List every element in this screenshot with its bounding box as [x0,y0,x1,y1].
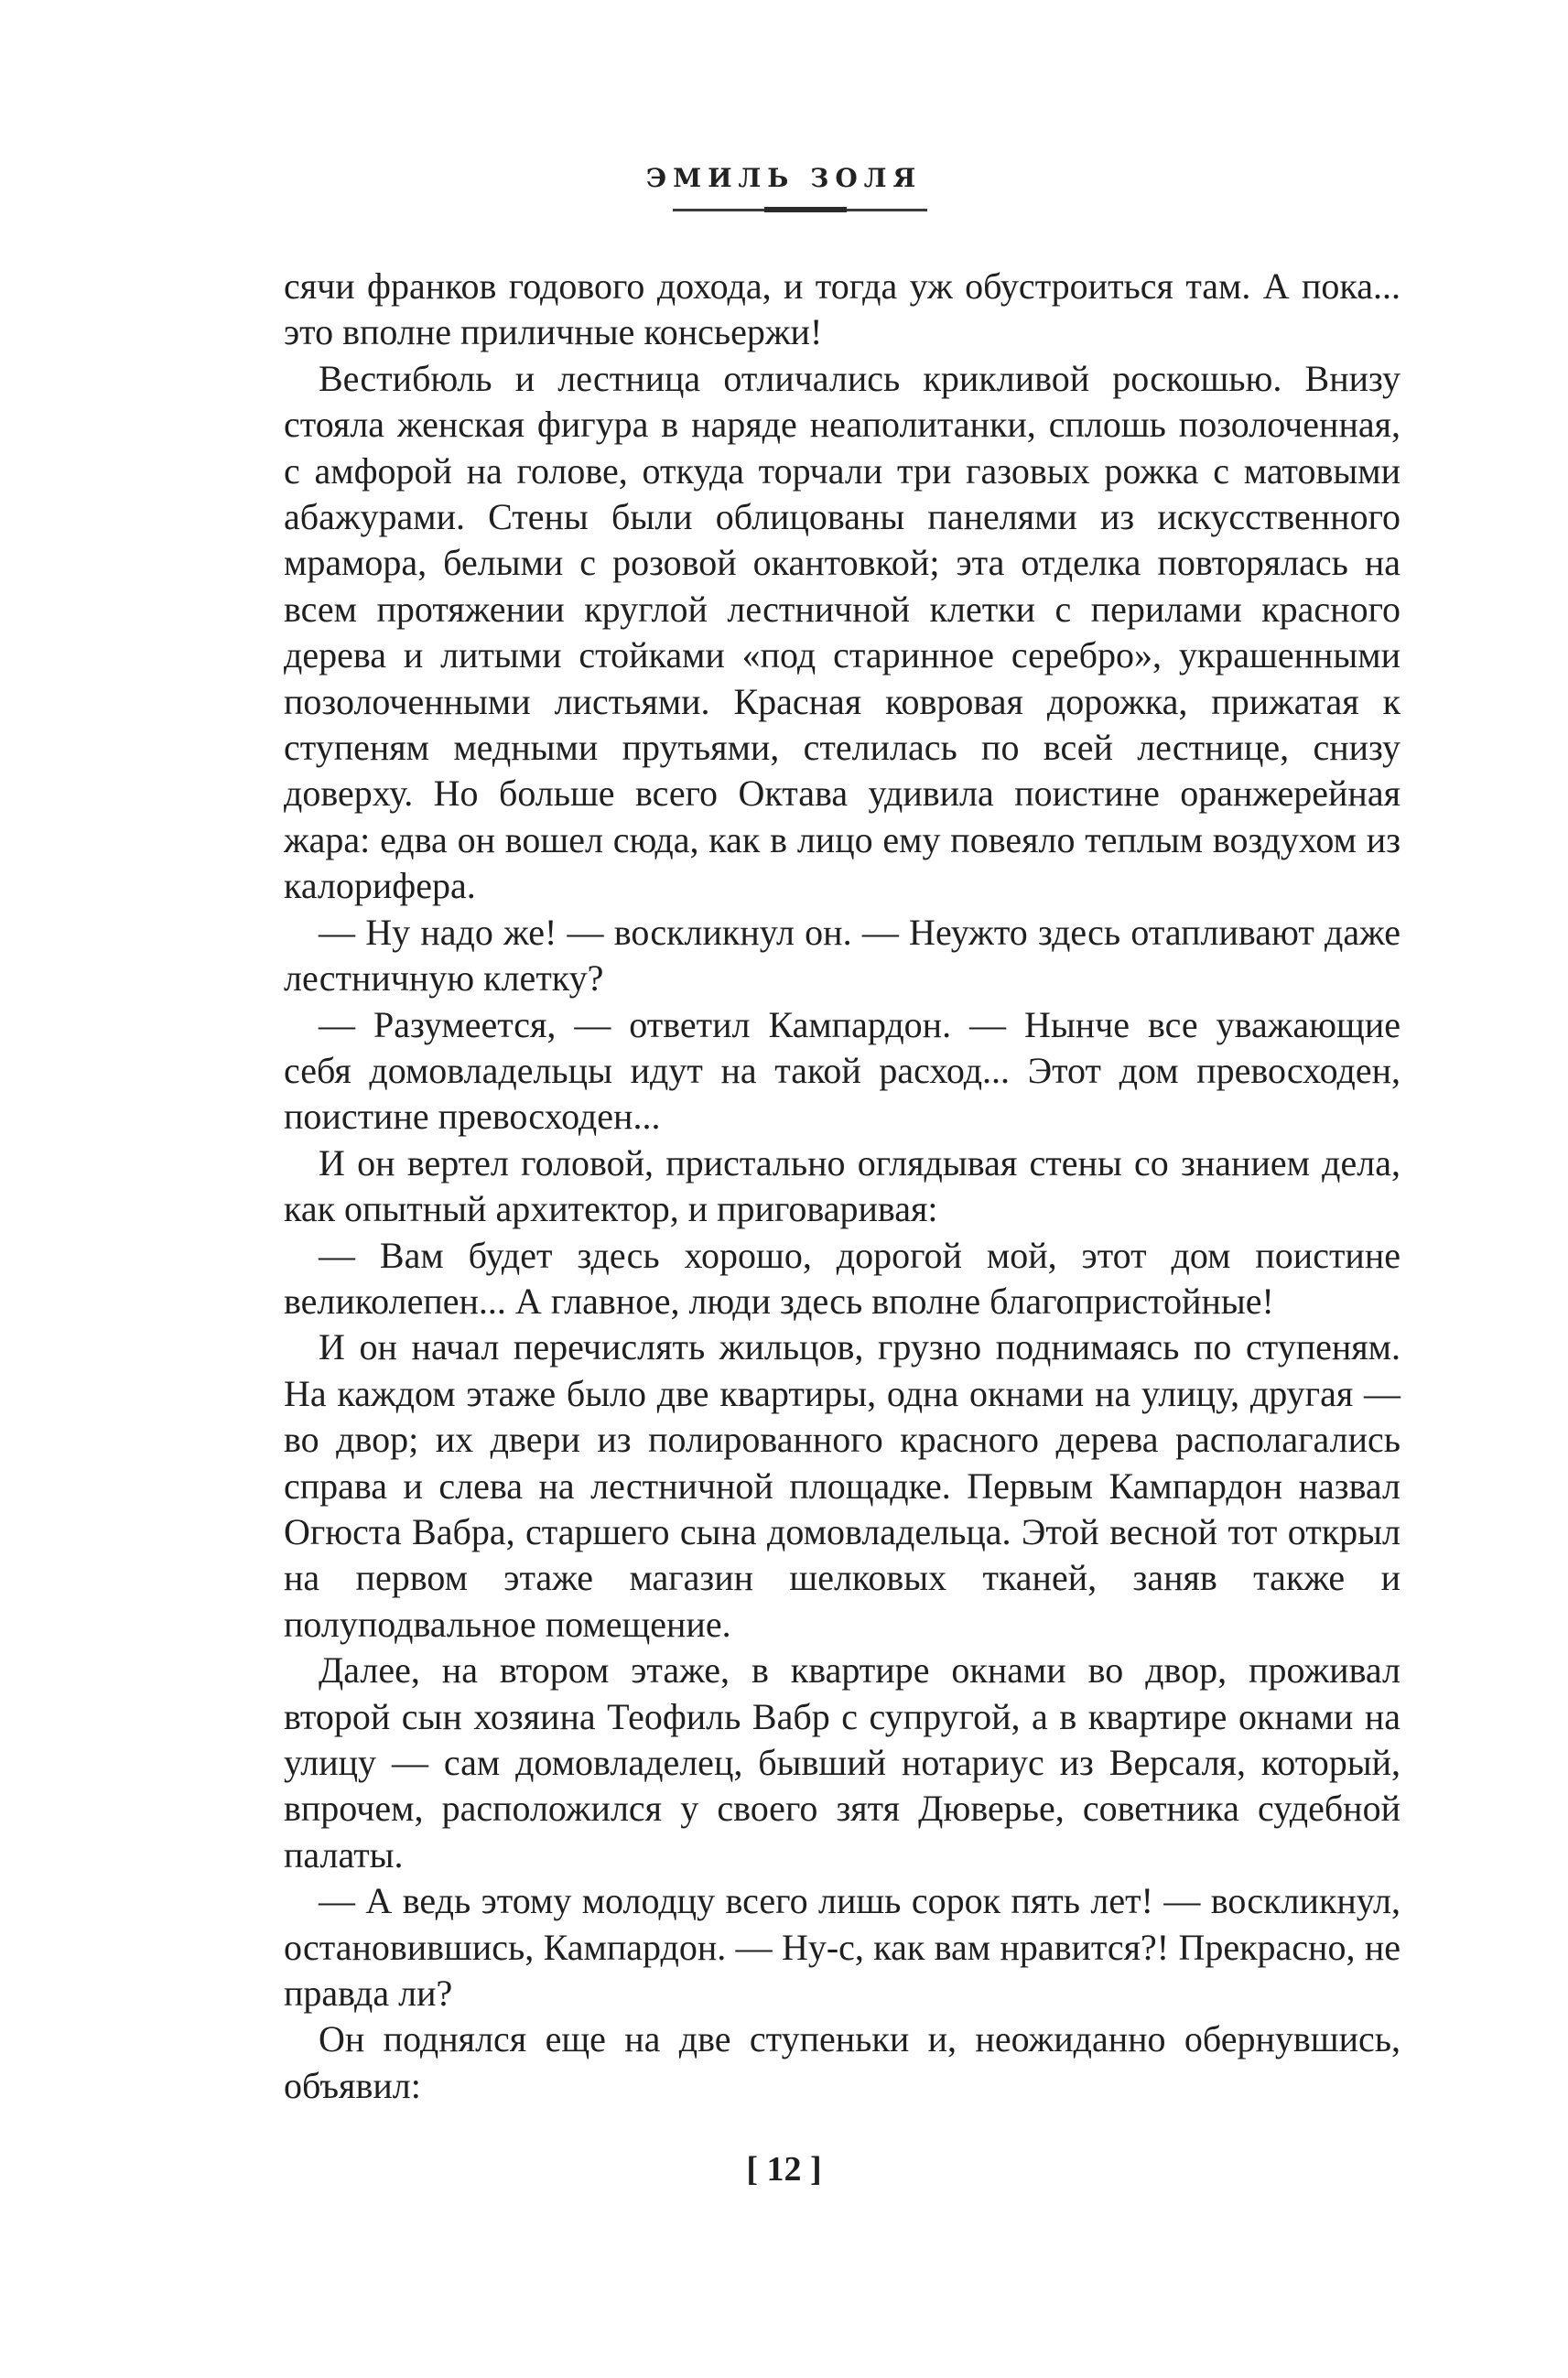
body-text [284,264,1400,2109]
paragraph: И он начал перечислять жильцов, грузно поднимаясь по ступеням. На каждом этаже было две квартиры, одна окнами на улицу, другая — во двор; их двери из полированного красного дерева располагались справа и слева на лестничной площадке. Первым Кампардон назвал Огюста Вабра, старшего сына домовладельца. Этой весной тот открыл на первом этаже магазин шелковых тканей, заняв также и полуподвальное помещение. [284,1326,1400,1645]
paragraph: И он вертел головой, пристально оглядывая стены со знанием дела, как опытный архитектор, и приговаривая: [284,1141,1400,1230]
paragraph: Он поднялся еще на две ступеньки и, неожиданно обернувшись, объявил: [284,2018,1400,2106]
paragraph: сячи франков годового дохода, и тогда уж обустроиться там. А пока... это вполне приличные консьержи! [284,265,1400,353]
paragraph: — А ведь этому молодцу всего лишь сорок пять лет! — воскликнул, остановившись, Кампардон. — Ну-с, как вам нравится?! Прекрасно, не правда ли? [284,1880,1400,2015]
running-head: ЭМИЛЬ ЗОЛЯ [645,163,923,193]
paragraph: — Разумеется, — ответил Кампардон. — Нынче все уважающие себя домовладельцы идут на такой расход... Этот дом превосходен, поистине превосходен... [284,1003,1400,1138]
page-number: [ 12 ] [746,2150,822,2189]
paragraph: — Ну надо же! — воскликнул он. — Неужто здесь отапливают даже лестничную клетку? [284,911,1400,1000]
header-rule-ornament [764,207,847,212]
paragraph: Вестибюль и лестница отличались крикливой роскошью. Внизу стояла женская фигура в наряде неаполитанки, сплошь позолоченная, с амфорой на голове, откуда торчали три газовых рожка с матовыми абажурами. Стены были облицованы панелями из искусственного мрамора, белыми с розовой окантовкой; эта отделка повторялась на всем протяжении круглой лестничной клетки с перилами красного дерева и литыми стойками «под старинное серебро», украшенными позолоченными листьями. Красная ковровая дорожка, прижатая к ступеням медными прутьями, стелилась по всей лестнице, снизу доверху. Но больше всего Октава удивила поистине оранжерейная жара: едва он вошел сюда, как в лицо ему повеяло теплым воздухом из калорифера. [284,357,1400,907]
paragraph: Далее, на втором этаже, в квартире окнами во двор, проживал второй сын хозяина Теофиль Вабр с супругой, а в квартире окнами на улицу — сам домовладелец, бывший нотариус из Версаля, который, впрочем, расположился у своего зятя Дюверье, советника судебной палаты. [284,1649,1400,1875]
paragraph: — Вам будет здесь хорошо, дорогой мой, этот дом поистине великолепен... А главное, люди здесь вполне благопристойные! [284,1234,1400,1322]
